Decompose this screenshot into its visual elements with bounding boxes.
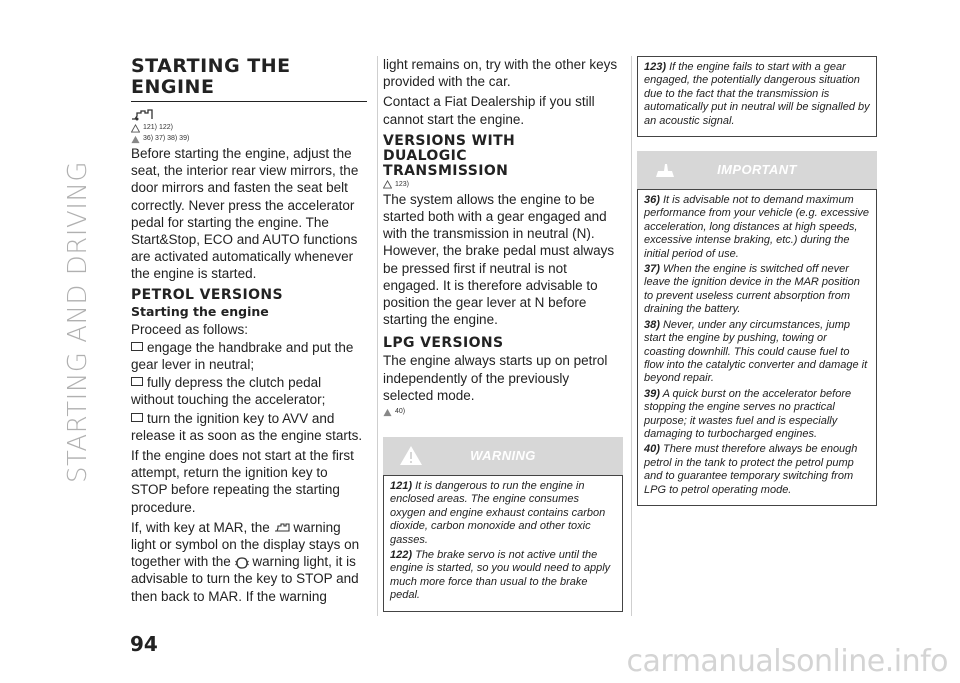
dualogic-text: The system allows the engine to be started both with a gear engaged and with the transmission in neutral (N). However, the brake pedal must always be pressed first if neutral is not engaged. It is therefore advisable to position the gear lever at N before starting the engine. [383,191,615,328]
warning-note: 121) It is dangerous to run the engine in enclosed areas. The engine consumes oxygen and engine exhaust contains carbon dioxide, carbon monoxide and other toxic gasses. [390,480,606,546]
important-note: 37) When the engine is switched off never leave the ignition device in the MAR position to prevent useless current absorption from draining the battery. [644,263,860,316]
fail-text: If the engine does not start at the first attempt, return the ignition key to STOP before repeating the starting procedure. [131,448,354,515]
warning-triangle-icon [383,180,392,189]
warning-refs: 123) [383,180,623,190]
checkbox-bullet-icon [131,377,143,386]
warning-box [383,475,623,612]
important-note: 40) There must therefore always be enough petrol in the tank to protect the petrol pump and to guarantee temporary switching from LPG to petrol operating mode. [644,443,858,496]
important-box [637,189,877,506]
title-rule [131,101,367,102]
section-heading: VERSIONS WITH DUALOGIC TRANSMISSION [383,132,516,179]
list-item: fully depress the clutch pedal without touching the accelerator; [131,375,326,408]
important-note: 38) Never, under any circumstances, jump start the engine by pushing, towing or coasting downhill. This could cause fuel to flow into the catalytic converter and damage it beyond repair. [644,318,868,385]
caution-refs: 36) 37) 38) 39) [131,134,367,144]
checkbox-bullet-icon [131,342,143,351]
list-item: turn the ignition key to AVV and release it as soon as the engine starts. [131,410,363,443]
page-title: STARTING THE ENGINE [131,55,291,98]
engine-warning-icon [274,522,290,534]
important-header: IMPORTANT [637,151,877,189]
proceed-text: Proceed as follows: [131,321,249,337]
warning-header: WARNING [383,437,623,475]
column-divider [377,56,378,616]
checkbox-bullet-icon [131,413,143,422]
footer-watermark: carmanualsonline.info [626,644,948,679]
list-item: engage the handbrake and put the gear lever in neutral; [131,339,354,373]
warning-refs: 121) 122) [131,123,367,133]
warning-note: 123) If the engine fails to start with a gear engaged, the potentially dangerous situation due to the fact that the transmission is automatically put in neutral will be signalled by an acoustic signal. [644,61,870,127]
mar-text: If, with key at MAR, the warning light or symbol on the display stays on together with the warning light, it is advisable to turn the key to STOP and then back to MAR. If the warning [131,519,360,604]
contact-text: Contact a Fiat Dealership if you still cannot start the engine. [383,94,595,127]
page-number: 94 [130,632,158,656]
continued-warning-box [637,56,877,137]
section-heading: PETROL VERSIONS [131,286,284,303]
warning-triangle-icon [131,124,140,133]
lpg-text: The engine always starts up on petrol independently of the previously selected mode. [383,353,608,403]
continued-text: light remains on, try with the other keys provided with the car. [383,57,618,90]
engine-icon [131,108,153,122]
glow-plug-icon [235,557,249,569]
caution-icon [131,135,140,144]
important-note: 39) A quick burst on the accelerator before stopping the engine serves no practical purpose; it wastes fuel and is especially damaging to turbocharged engines. [644,387,852,440]
warning-note: 122) The brake servo is not active until the engine is started, so you would need to apply much more force than usual to the brake pedal. [390,549,611,602]
intro-text: Before starting the engine, adjust the seat, the interior rear view mirrors, the door mirrors and fasten the seat belt correctly. Never press the accelerator pedal for starting the engine. The Start&Stop, ECO and AUTO functions are activated automatically whenever the engine is started. [131,146,359,282]
column-divider [631,56,632,616]
column-3 [637,56,877,506]
caution-refs: 40) [383,407,623,417]
subsection-heading: Starting the engine [131,303,269,319]
column-1 [131,56,367,608]
section-heading: LPG VERSIONS [383,335,504,352]
important-note: 36) It is advisable not to demand maximum performance from your vehicle (e.g. excessive acceleration, long distances at high speeds, excessive intense braking, etc.) during the initial period of use. [644,194,869,260]
column-2 [383,56,623,612]
caution-icon [383,408,392,417]
